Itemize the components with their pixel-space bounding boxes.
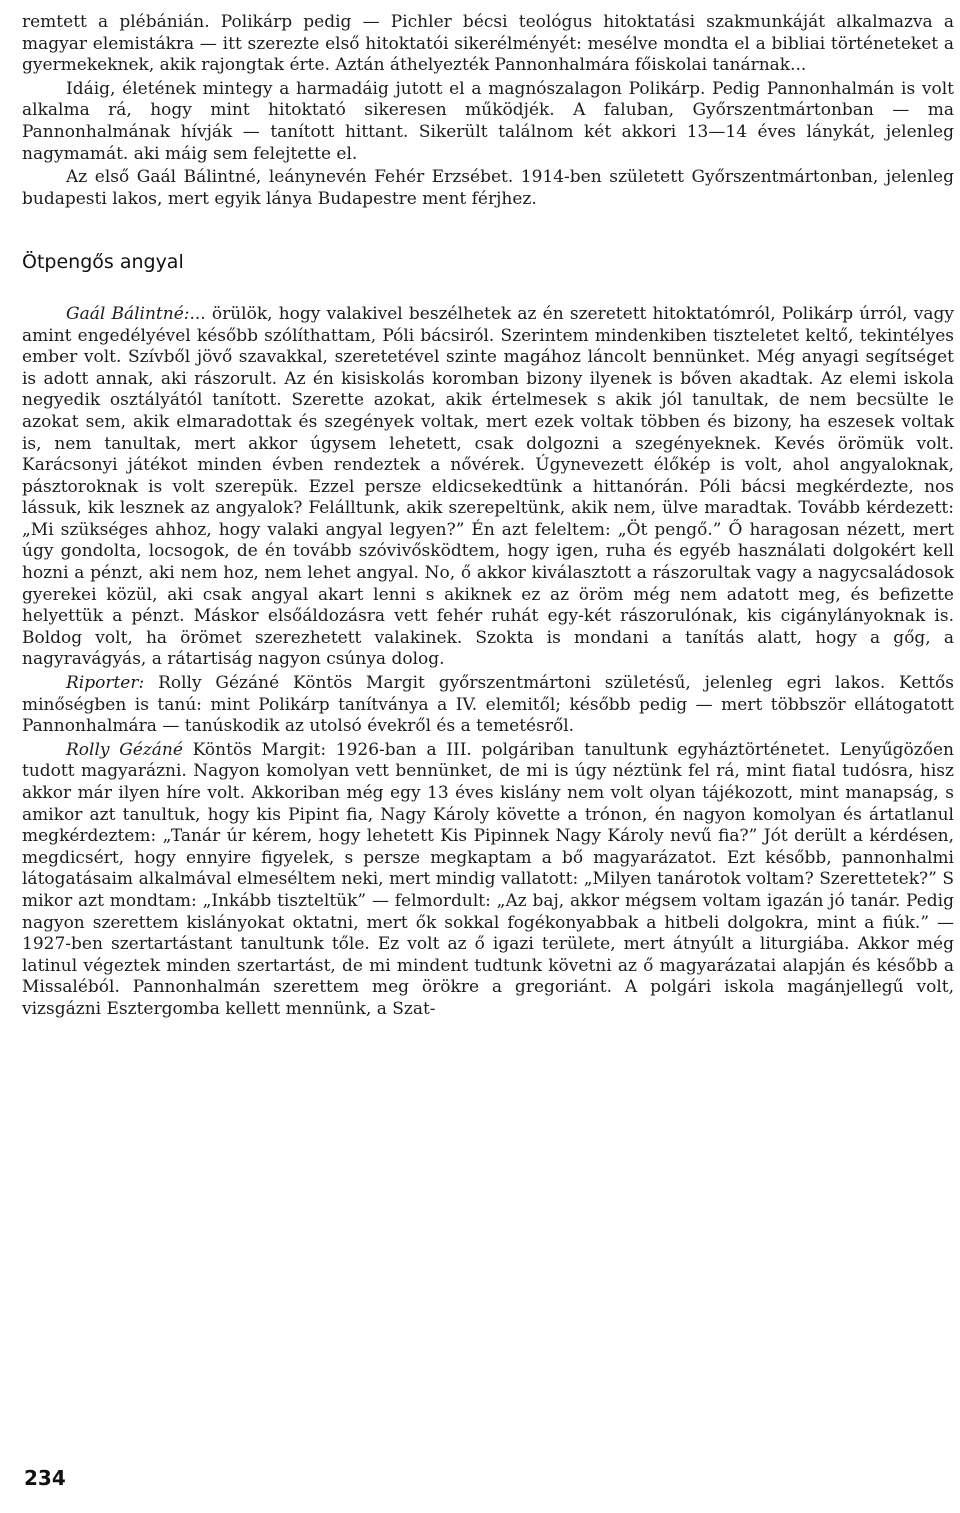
intro-paragraph-2: Idáig, életének mintegy a harmadáig jutott el a magnószalagon Polikárp. Pedig Pannonhalmán is volt alkalma rá, hogy mint hitoktató sikeresen működjék. A faluban, Győrszentmártonban — ma Pannonhalmának hívják — tanított hittant. Sikerült találnom két akkori 13—14 éves lánykát, jelenleg nagymamát. aki máig sem felejtette el. bbox=[22, 78, 954, 164]
paragraph-rolly bbox=[22, 740, 954, 1021]
intro-paragraph-1: remtett a plébánián. Polikárp pedig — Pichler bécsi teológus hitoktatási szakmunkáját alkalmazva a magyar elemistákra — itt szerezte első hitoktatói sikerélményét: mesélve mondta el a bibliai történeteket a gyermekeknek, akik rajongtak érte. Aztán áthelyezték Pannonhalmára főiskolai tanárnak... bbox=[22, 12, 954, 76]
section-title: Ötpengős angyal bbox=[22, 251, 184, 274]
paragraph-riporter-text: Rolly Gézáné Köntös Margit győrszentmártoni születésű, jelenleg egri lakos. Kettős minőségben is tanú: mint Polikárp tanítványa a IV. elemitől; később pedig — mert többször ellátogatott Pannonhalmára — tanúskodik az utolsó évekről és a temetésről. bbox=[22, 673, 954, 737]
paragraph-riporter bbox=[22, 673, 954, 738]
speaker-riporter: Riporter: bbox=[66, 673, 145, 694]
page-number: 234 bbox=[24, 1466, 66, 1490]
paragraph-gaal bbox=[22, 304, 954, 671]
paragraph-gaal-text: ... örülök, hogy valakivel beszélhetek az én szeretett hitoktatómról, Polikárp úrról, vagy amint engedélyével később szólíthattam, Póli bácsiról. Szerintem mindenkiben tiszteletet keltő, tekintélyes ember volt. Szívből jövő szavakkal, szeretetével szinte magához láncolt bennünket. Még anyagi segítséget is adott annak, aki rászorult. Az én kisiskolás koromban bizony ilyenek is bőven akadtak. Az elemi iskola negyedik osztályától tanított. Szerette azokat, akik értelmesek s akik jól tanultak, de nem becsülte le azokat sem, akik elmaradottak és szegények voltak, mert ezek voltak többen és bizony, ha eszesek voltak is, nem tanultak, mert akkor úgysem lehetett, csak dolgozni a szegényeknek. Kevés örömük volt. Karácsonyi játékot minden évben rendeztek a nővérek. Úgynevezett élőkép is volt, ahol angyaloknak, pásztoroknak is volt szerepük. Ezzel persze eldicsekedtünk a hittanórán. Póli bácsi megkérdezte, nos lássuk, kik lesznek az angyalok? Felálltunk, akik szerepeltünk, akik nem, ülve maradtak. Tovább kérdezett: „Mi szükséges ahhoz, hogy valaki angyal legyen?” Én azt feleltem: „Öt pengő.” Ő haragosan nézett, mert úgy gondolta, locsogok, de én tovább szóvivősködtem, hogy igen, ruha és egyéb használati dolgokért kell hozni a pénzt, aki nem hoz, nem lehet angyal. No, ő akkor kiválasztott a rászorultak vagy a nagycsaládosok gyerekei közül, aki csak angyal akart lenni s akiknek ez az öröm még nem adatott meg, és befizette helyettük a pénzt. Máskor elsőáldozásra vett fehér ruhát egy-két rászorulónak, kis cigánylányoknak is. Boldog volt, ha örömet szerezhetett valakinek. Szokta is mondani a tanítás alatt, hogy a gőg, a nagyravágyás, a rátartiság nagyon csúnya dolog. bbox=[22, 303, 954, 670]
speaker-gaal: Gaál Bálintné: bbox=[66, 303, 190, 324]
document-page bbox=[22, 12, 954, 1021]
paragraph-rolly-text: Köntös Margit: 1926-ban a III. polgáriban tanultunk egyháztörténetet. Lenyűgözően tudott magyarázni. Nagyon komolyan vett bennünket, de mi is úgy néztünk fel rá, mint fiatal tudósra, hisz akkor már ilyen híre volt. Akkoriban még egy 13 éves kislány nem volt olyan tájékozott, mint manapság, s amikor azt tanultuk, hogy kis Pipint fia, Nagy Károly követte a trónon, én nagyon komolyan és ártatlanul megkérdeztem: „Tanár úr kérem, hogy lehetett Kis Pipinnek Nagy Károly nevű fia?” Jót derült a kérdésen, megdicsért, hogy ennyire figyelek, s persze megkaptam a bő magyarázatot. Ezt később, pannonhalmi látogatásaim alkalmával elmeséltem neki, mert mindig vallatott: „Milyen tanárotok voltam? Szerettetek?” S mikor azt mondtam: „Inkább tiszteltük” — felmordult: „Az baj, akkor mégsem voltam igazán jó tanár. Pedig nagyon szerettem kislányokat oktatni, mert ők sokkal fogékonyabbak a hitbeli dolgokra, mint a fiúk.” — 1927-ben szertartástant tanultunk tőle. Ez volt az ő igazi területe, mert átnyúlt a liturgiába. Akkor még latinul végeztek minden szertartást, de mi mindent tudtunk követni az ő magyarázatai alapján és később a Missaléból. Pannonhalmán szerettem meg örökre a gregoriánt. A polgári iskola magánjellegű volt, vizsgázni Esztergomba kellett mennünk, a Szat- bbox=[22, 739, 954, 1019]
speaker-rolly: Rolly Gézáné bbox=[66, 739, 183, 760]
intro-paragraph-3: Az első Gaál Bálintné, leánynevén Fehér Erzsébet. 1914-ben született Győrszentmártonban, jelenleg budapesti lakos, mert egyik lánya Budapestre ment férjhez. bbox=[22, 167, 954, 209]
